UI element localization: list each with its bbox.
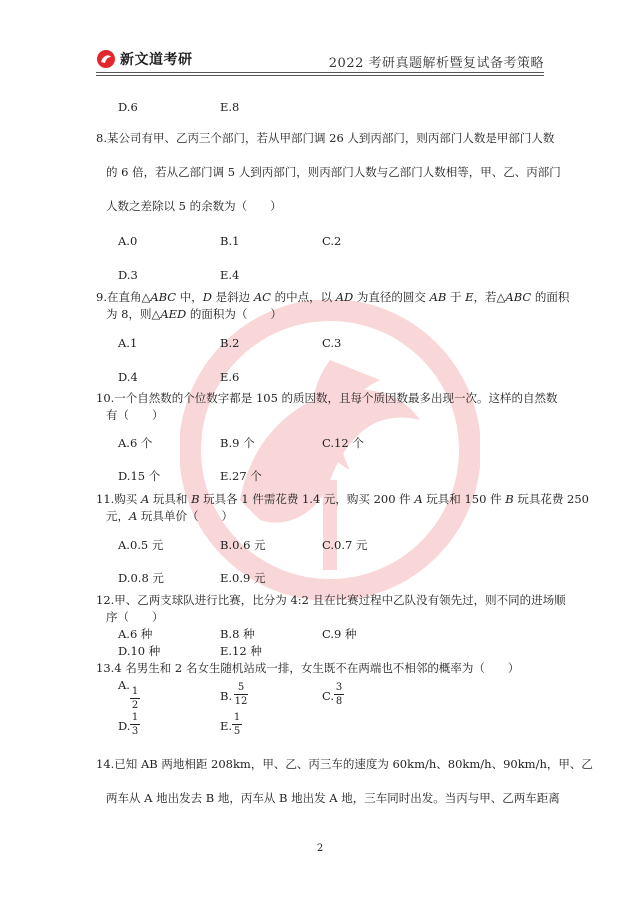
q11-option-c: C.0.7 元 (322, 538, 368, 552)
header-rule-thin (96, 75, 544, 76)
q9-stem-line2: 为 8，则△AED 的面积为（ ） (106, 307, 282, 321)
q10-option-b: B.9 个 (220, 436, 255, 450)
q11-option-b: B.0.6 元 (220, 538, 266, 552)
q13-stem-line1: 13.4 名男生和 2 名女生随机站成一排，女生既不在两端也不相邻的概率为（ ） (96, 661, 520, 675)
q9-option-d: D.4 (118, 370, 138, 384)
q8-stem-line2: 的 6 倍，若从乙部门调 5 人到丙部门，则丙部门人数与乙部门人数相等，甲、乙、丙部门 (106, 165, 561, 179)
q12-option-e: E.12 种 (220, 644, 262, 658)
q8-option-c: C.2 (322, 234, 342, 248)
q12-option-d: D.10 种 (118, 644, 161, 658)
q9-option-e: E.6 (220, 370, 240, 384)
q7-option-e: E.8 (220, 100, 240, 114)
q8-option-b: B.1 (220, 234, 240, 248)
brand-name: 新文道考研 (120, 52, 193, 68)
q9-option-b: B.2 (220, 336, 240, 350)
q11-stem-line2: 元，A 玩具单价（ ） (106, 509, 233, 523)
q8-stem-line3: 人数之差除以 5 的余数为（ ） (106, 199, 282, 213)
q13-option-e-fraction: 1 5 (233, 712, 241, 737)
q13-option-b-label: B. (220, 689, 233, 703)
document-title: 2022 考研真题解析暨复试备考策略 (328, 56, 544, 71)
q10-option-d: D.15 个 (118, 469, 161, 483)
q11-option-a: A.0.5 元 (118, 538, 164, 552)
q12-option-b: B.8 种 (220, 627, 255, 641)
q10-stem-line2: 有（ ） (106, 408, 164, 422)
q14-stem-line2: 两车从 A 地出发去 B 地，丙车从 B 地出发 A 地，三车同时出发。当丙与甲、乙两车距离 (106, 791, 560, 805)
q13-option-c-fraction: 3 8 (335, 682, 343, 707)
q13-option-b-fraction: 5 12 (234, 682, 248, 707)
q8-option-e: E.4 (220, 268, 240, 282)
q10-option-c: C.12 个 (322, 436, 364, 450)
q13-option-e-label: E. (220, 719, 233, 733)
q12-option-a: A.6 种 (118, 627, 153, 641)
q11-stem-line1: 11.购买 A 玩具和 B 玩具各 1 件需花费 1.4 元，购买 200 件 A 玩具和 150 件 B 玩具花费 250 (96, 492, 589, 506)
page-number: 2 (316, 843, 324, 854)
header-rule (96, 72, 544, 73)
q12-stem-line1: 12.甲、乙两支球队进行比赛，比分为 4:2 且在比赛过程中乙队没有领先过，则不同的进场顺 (96, 593, 566, 607)
q10-stem-line1: 10.一个自然数的个位数字都是 105 的质因数，且每个质因数最多出现一次。这样的自然数 (96, 391, 558, 405)
q13-option-a-label: A. (118, 678, 130, 692)
q13-option-a-fraction: 1 2 (131, 686, 139, 711)
brand-logo (96, 48, 193, 70)
q13-option-c-label: C. (322, 689, 335, 703)
phoenix-logo-icon (96, 49, 116, 69)
q13-option-d-label: D. (118, 719, 131, 733)
q11-option-e: E.0.9 元 (220, 571, 266, 585)
q12-option-c: C.9 种 (322, 627, 357, 641)
q9-option-c: C.3 (322, 336, 342, 350)
q9-option-a: A.1 (118, 336, 138, 350)
q9-stem-line1: 9.在直角△ABC 中，D 是斜边 AC 的中点，以 AD 为直径的圆交 AB 于 E，若△ABC 的面积 (96, 290, 570, 304)
q10-option-a: A.6 个 (118, 436, 153, 450)
q8-option-d: D.3 (118, 268, 138, 282)
q13-option-d-fraction: 1 3 (131, 712, 139, 737)
q8-stem-line1: 8.某公司有甲、乙丙三个部门，若从甲部门调 26 人到丙部门，则丙部门人数是甲部门人数 (96, 131, 555, 145)
page-header (0, 0, 640, 80)
q8-option-a: A.0 (118, 234, 138, 248)
q10-option-e: E.27 个 (220, 469, 262, 483)
q14-stem-line1: 14.已知 AB 两地相距 208km，甲、乙、丙三车的速度为 60km/h、80km/h、90km/h，甲、乙 (96, 757, 593, 771)
q12-stem-line2: 序（ ） (106, 610, 164, 624)
q7-option-d: D.6 (118, 100, 138, 114)
q11-option-d: D.0.8 元 (118, 571, 164, 585)
